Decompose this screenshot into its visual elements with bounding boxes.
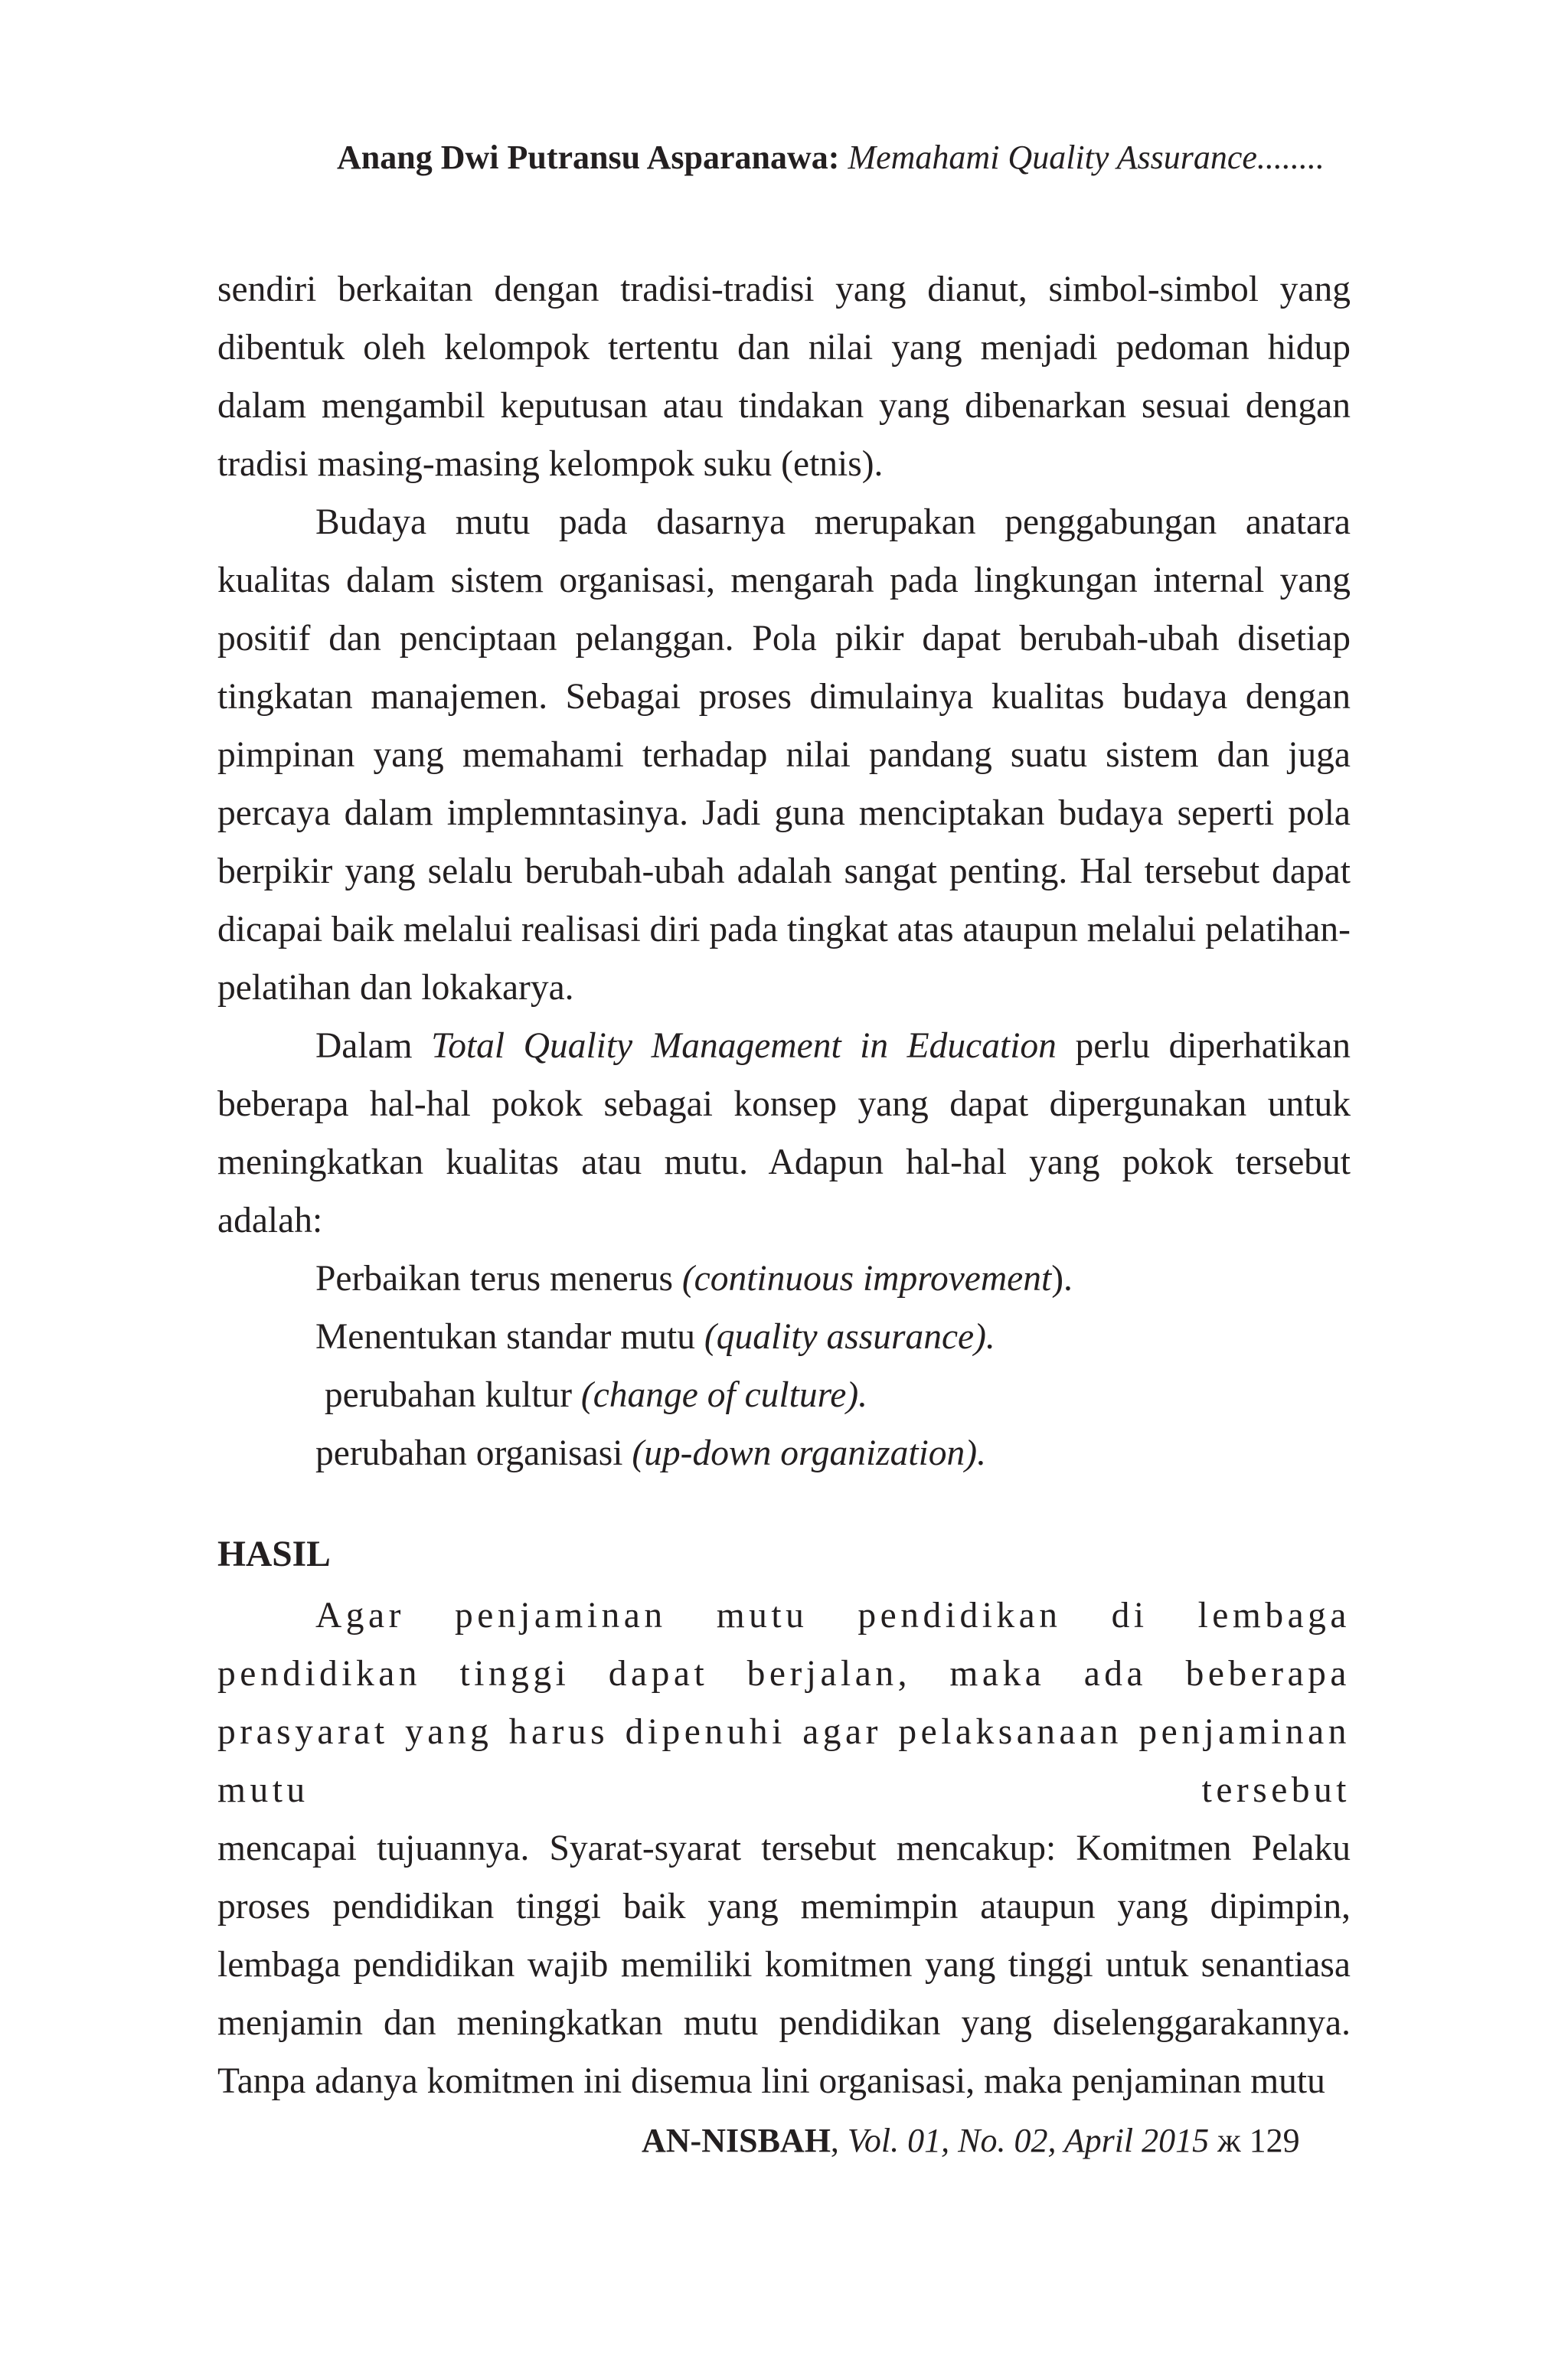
list-item-text: perubahan organisasi xyxy=(315,1433,632,1473)
paragraph-4-spaced: Agar penjaminan mutu pendidikan di lembaga pendidikan tinggi dapat berjalan, maka ada beberapa prasyarat yang harus dipenuhi agar pelaksanaan penjaminan mutu tersebut xyxy=(217,1596,1351,1810)
paragraph-4-continued: mencapai tujuannya. Syarat-syarat tersebut mencakup: Komitmen Pelaku proses pendidikan tinggi baik yang memimpin ataupun yang dipimpin, lembaga pendidikan wajib memiliki komitmen yang tinggi untuk senantiasa menjamin dan meningkatkan mutu pendidikan yang diselenggarakannya. Tanpa adanya komitmen ini disemua lini organisasi, maka penjaminan mutu xyxy=(217,1828,1351,2101)
paragraph-3 xyxy=(217,1017,1351,1250)
key-points-list xyxy=(217,1250,1351,1482)
footer-mark: ж xyxy=(1209,2122,1250,2159)
list-item-term: (quality assurance). xyxy=(704,1317,995,1357)
list-item xyxy=(217,1366,1351,1424)
running-footer xyxy=(642,2119,1346,2162)
list-item-text: Perbaikan terus menerus xyxy=(315,1259,682,1299)
paragraph-3-rest: perlu diperhatikan beberapa hal-hal pokok sebagai konsep yang dapat dipergunakan untuk meningkatkan kualitas atau mutu. Adapun hal-hal yang pokok tersebut adalah: xyxy=(217,1026,1351,1240)
list-item-text: Menentukan standar mutu xyxy=(315,1317,704,1357)
body-text xyxy=(217,260,1351,2110)
running-header xyxy=(337,136,1348,179)
list-item-tail: ). xyxy=(1051,1259,1073,1299)
paragraph-3-book-title: Total Quality Management in Education xyxy=(431,1026,1057,1066)
page-number: 129 xyxy=(1249,2122,1300,2159)
list-item-term: (change of culture). xyxy=(580,1375,868,1415)
paragraph-3-lead: Dalam xyxy=(315,1026,432,1066)
footer-issue: Vol. 01, No. 02, April 2015 xyxy=(847,2122,1210,2159)
list-item xyxy=(217,1424,1351,1482)
list-item-term: (up-down organization). xyxy=(632,1433,986,1473)
section-heading-hasil: HASIL xyxy=(217,1534,331,1574)
footer-separator: , xyxy=(830,2122,848,2159)
footer-journal-name: AN-NISBAH xyxy=(642,2122,831,2159)
list-item xyxy=(217,1250,1351,1308)
list-item xyxy=(217,1308,1351,1366)
header-short-title: Memahami Quality Assurance........ xyxy=(848,139,1325,176)
list-item-text: perubahan kultur xyxy=(315,1375,581,1415)
list-item-term: (continuous improvement xyxy=(681,1259,1052,1299)
paragraph-2: Budaya mutu pada dasarnya merupakan penggabungan anatara kualitas dalam sistem organisasi, mengarah pada lingkungan internal yang positif dan penciptaan pelanggan. Pola pikir dapat berubah-ubah disetiap tingkatan manajemen. Sebagai proses dimulainya kualitas budaya dengan pimpinan yang memahami terhadap nilai pandang suatu sistem dan juga percaya dalam implemntasinya. Jadi guna menciptakan budaya seperti pola berpikir yang selalu berubah-ubah adalah sangat penting. Hal tersebut dapat dicapai baik melalui realisasi diri pada tingkat atas ataupun melalui pelatihan-pelatihan dan lokakarya. xyxy=(217,502,1351,1008)
header-author: Anang Dwi Putransu Asparanawa: xyxy=(337,139,840,176)
paragraph-1: sendiri berkaitan dengan tradisi-tradisi yang dianut, simbol-simbol yang dibentuk oleh kelompok tertentu dan nilai yang menjadi pedoman hidup dalam mengambil keputusan atau tindakan yang dibenarkan sesuai dengan tradisi masing-masing kelompok suku (etnis). xyxy=(217,270,1351,484)
